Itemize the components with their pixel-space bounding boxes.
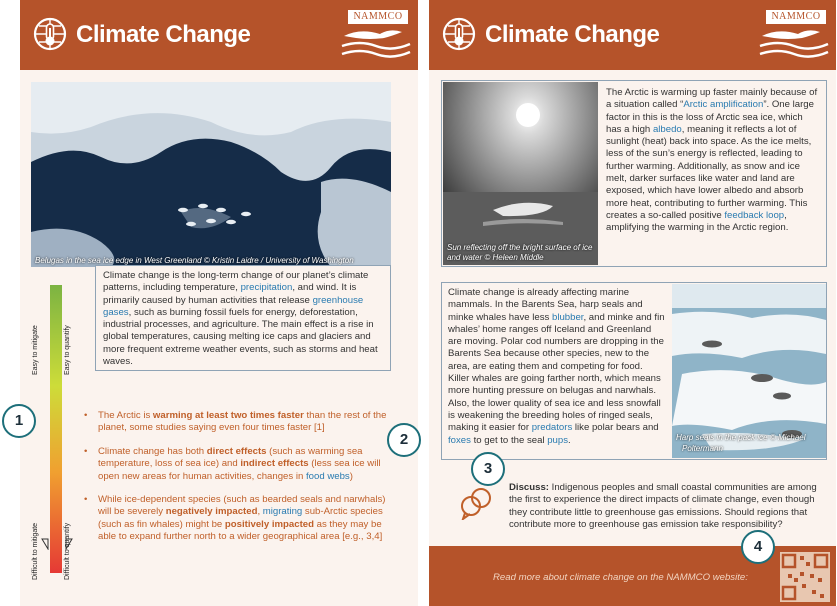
annotation-badge-3: 3 (471, 452, 505, 486)
qr-code-icon (780, 552, 830, 602)
whale-waves-logo-icon (340, 26, 412, 60)
amplification-text: The Arctic is warming up faster mainly because of a situation called “Arctic amplification”. One large factor in this is the loss of Arctic sea ice, which has a high albedo, meaning it reflects a lot of sunlight (heat) back into space. As the ice melts, less of the sun’s energy is reflected, leading to further warming. Additionally, as snow and ice melt, darker surfaces like water and land are exposed, which have lower albedo and absorb more heat, contributing to further warming. This creates a so-called positive feedback loop, amplifying the warming in the Arctic region. (606, 87, 818, 234)
definition-text: , and wind. It is primarily caused by human activities that release (103, 282, 357, 306)
globe-thermometer-icon (32, 16, 68, 52)
sun-over-ice-image (443, 82, 598, 265)
photo-caption: Harp seals in the pack ice © Michael (676, 432, 806, 442)
blubber-link[interactable]: blubber (551, 311, 584, 323)
right-page (429, 0, 836, 606)
left-page (20, 0, 418, 606)
arctic-amplification-link[interactable]: Arctic amplification (683, 99, 764, 111)
predators-link[interactable]: predators (531, 422, 573, 434)
discussion-label: Discuss: (509, 482, 549, 493)
discussion-prompt (509, 482, 819, 531)
annotation-badge-2: 2 (387, 423, 421, 457)
mitigation-scale (20, 280, 90, 590)
globe-thermometer-icon (441, 16, 477, 52)
discussion-text: Indigenous peoples and small coastal communities are among the first to experience the direct impacts of climate change, even though they contribute little to greenhouse gas emissions. Should regions that contribute more to greenhouse gas emission take responsibility? (509, 482, 817, 530)
annotation-badge-4: 4 (741, 530, 775, 564)
triangle-arrows-icon (40, 538, 74, 550)
food-webs-link[interactable]: food webs (306, 470, 350, 482)
definition-text: , such as burning fossil fuels for energy, deforestation, industrial processes, and agriculture. The main effect is a rise in global temperatures, causing melting ice caps and glaciers and more frequent extreme weather events, such as storms and heat waves. (103, 306, 378, 368)
foxes-link[interactable]: foxes (448, 434, 471, 446)
nammco-logo: NAMMCO (766, 10, 826, 24)
feedback-loop-link[interactable]: feedback loop (724, 209, 785, 221)
definition-box (95, 265, 391, 371)
marine-mammals-box (441, 282, 827, 460)
photo-caption: Poltermann (682, 443, 723, 453)
precipitation-link[interactable]: precipitation (240, 282, 293, 294)
migrating-link[interactable]: migrating (262, 506, 303, 518)
scale-label-difficult-mitigate: Difficult to mitigate (32, 522, 39, 580)
beluga-photo (31, 82, 391, 267)
page-header (429, 0, 836, 70)
sun-reflection-photo (443, 82, 598, 265)
bullet-item: • Climate change has both direct effects (such as warming sea temperature, loss of sea ice) and indirect effects (less sea ice will open new areas for human activities, changes in food webs) (84, 446, 381, 482)
photo-caption: Belugas in the sea ice edge in West Greenland © Kristin Laidre / University of Washington (35, 256, 354, 265)
sea-ice-image (31, 82, 391, 267)
scale-label-difficult-quantify: Difficult to quantify (64, 522, 71, 580)
amplification-box (441, 80, 827, 267)
page-footer (429, 546, 836, 606)
marine-mammals-text: Climate change is already affecting marine mammals. In the Barents Sea, harp seals and minke whales have less blubber, and minke and fin whales’ home ranges off Iceland and Greenland are moving. Polar cod numbers are dropping in the Barents Sea because other species, new to the area, are eating them and competing for food. Killer whales are going farther north, which means more hunting pressure on belugas and narwhals. Also, the lower quality of sea ice and less snowfall is weakening the breeding holes of ringed seals, making it easier for predators like polar bears and foxes to get to the seal pups. (448, 287, 665, 446)
scale-label-easy-mitigate: Easy to mitigate (32, 325, 39, 375)
page-title: Climate Change (76, 21, 251, 48)
scale-label-easy-quantify: Easy to quantify (64, 325, 71, 375)
greenhouse-gases-link[interactable]: greenhouse gases (103, 294, 364, 318)
bullet-item: • The Arctic is warming at least two times faster than the rest of the planet, some studies saying even four times faster [1] (84, 410, 387, 434)
albedo-link[interactable]: albedo (652, 123, 682, 135)
scale-gradient-bar (50, 285, 62, 573)
discussion-bubbles-icon (459, 486, 493, 520)
footer-link-text[interactable]: Read more about climate change on the NAMMCO website: (493, 572, 748, 583)
nammco-logo: NAMMCO (348, 10, 408, 24)
page-header (20, 0, 418, 70)
page-title: Climate Change (485, 21, 660, 48)
bullet-item: • While ice-dependent species (such as bearded seals and narwhals) will be severely negatively impacted, migrating sub-Arctic species (such as fin whales) might be positively impacted as they may be able to expand further north to a wider geographical area [e.g., 3,4] (84, 494, 386, 543)
definition-text: Climate change is the long-term change of our planet’s climate patterns, including temperature, (103, 270, 369, 294)
whale-waves-logo-icon (758, 26, 830, 60)
annotation-badge-1: 1 (2, 404, 36, 438)
qr-code[interactable] (780, 552, 830, 602)
photo-caption: Sun reflecting off the bright surface of ice and water © Heleen Middle (447, 243, 593, 262)
harp-seals-photo (672, 284, 826, 458)
pups-link[interactable]: pups (547, 434, 569, 446)
